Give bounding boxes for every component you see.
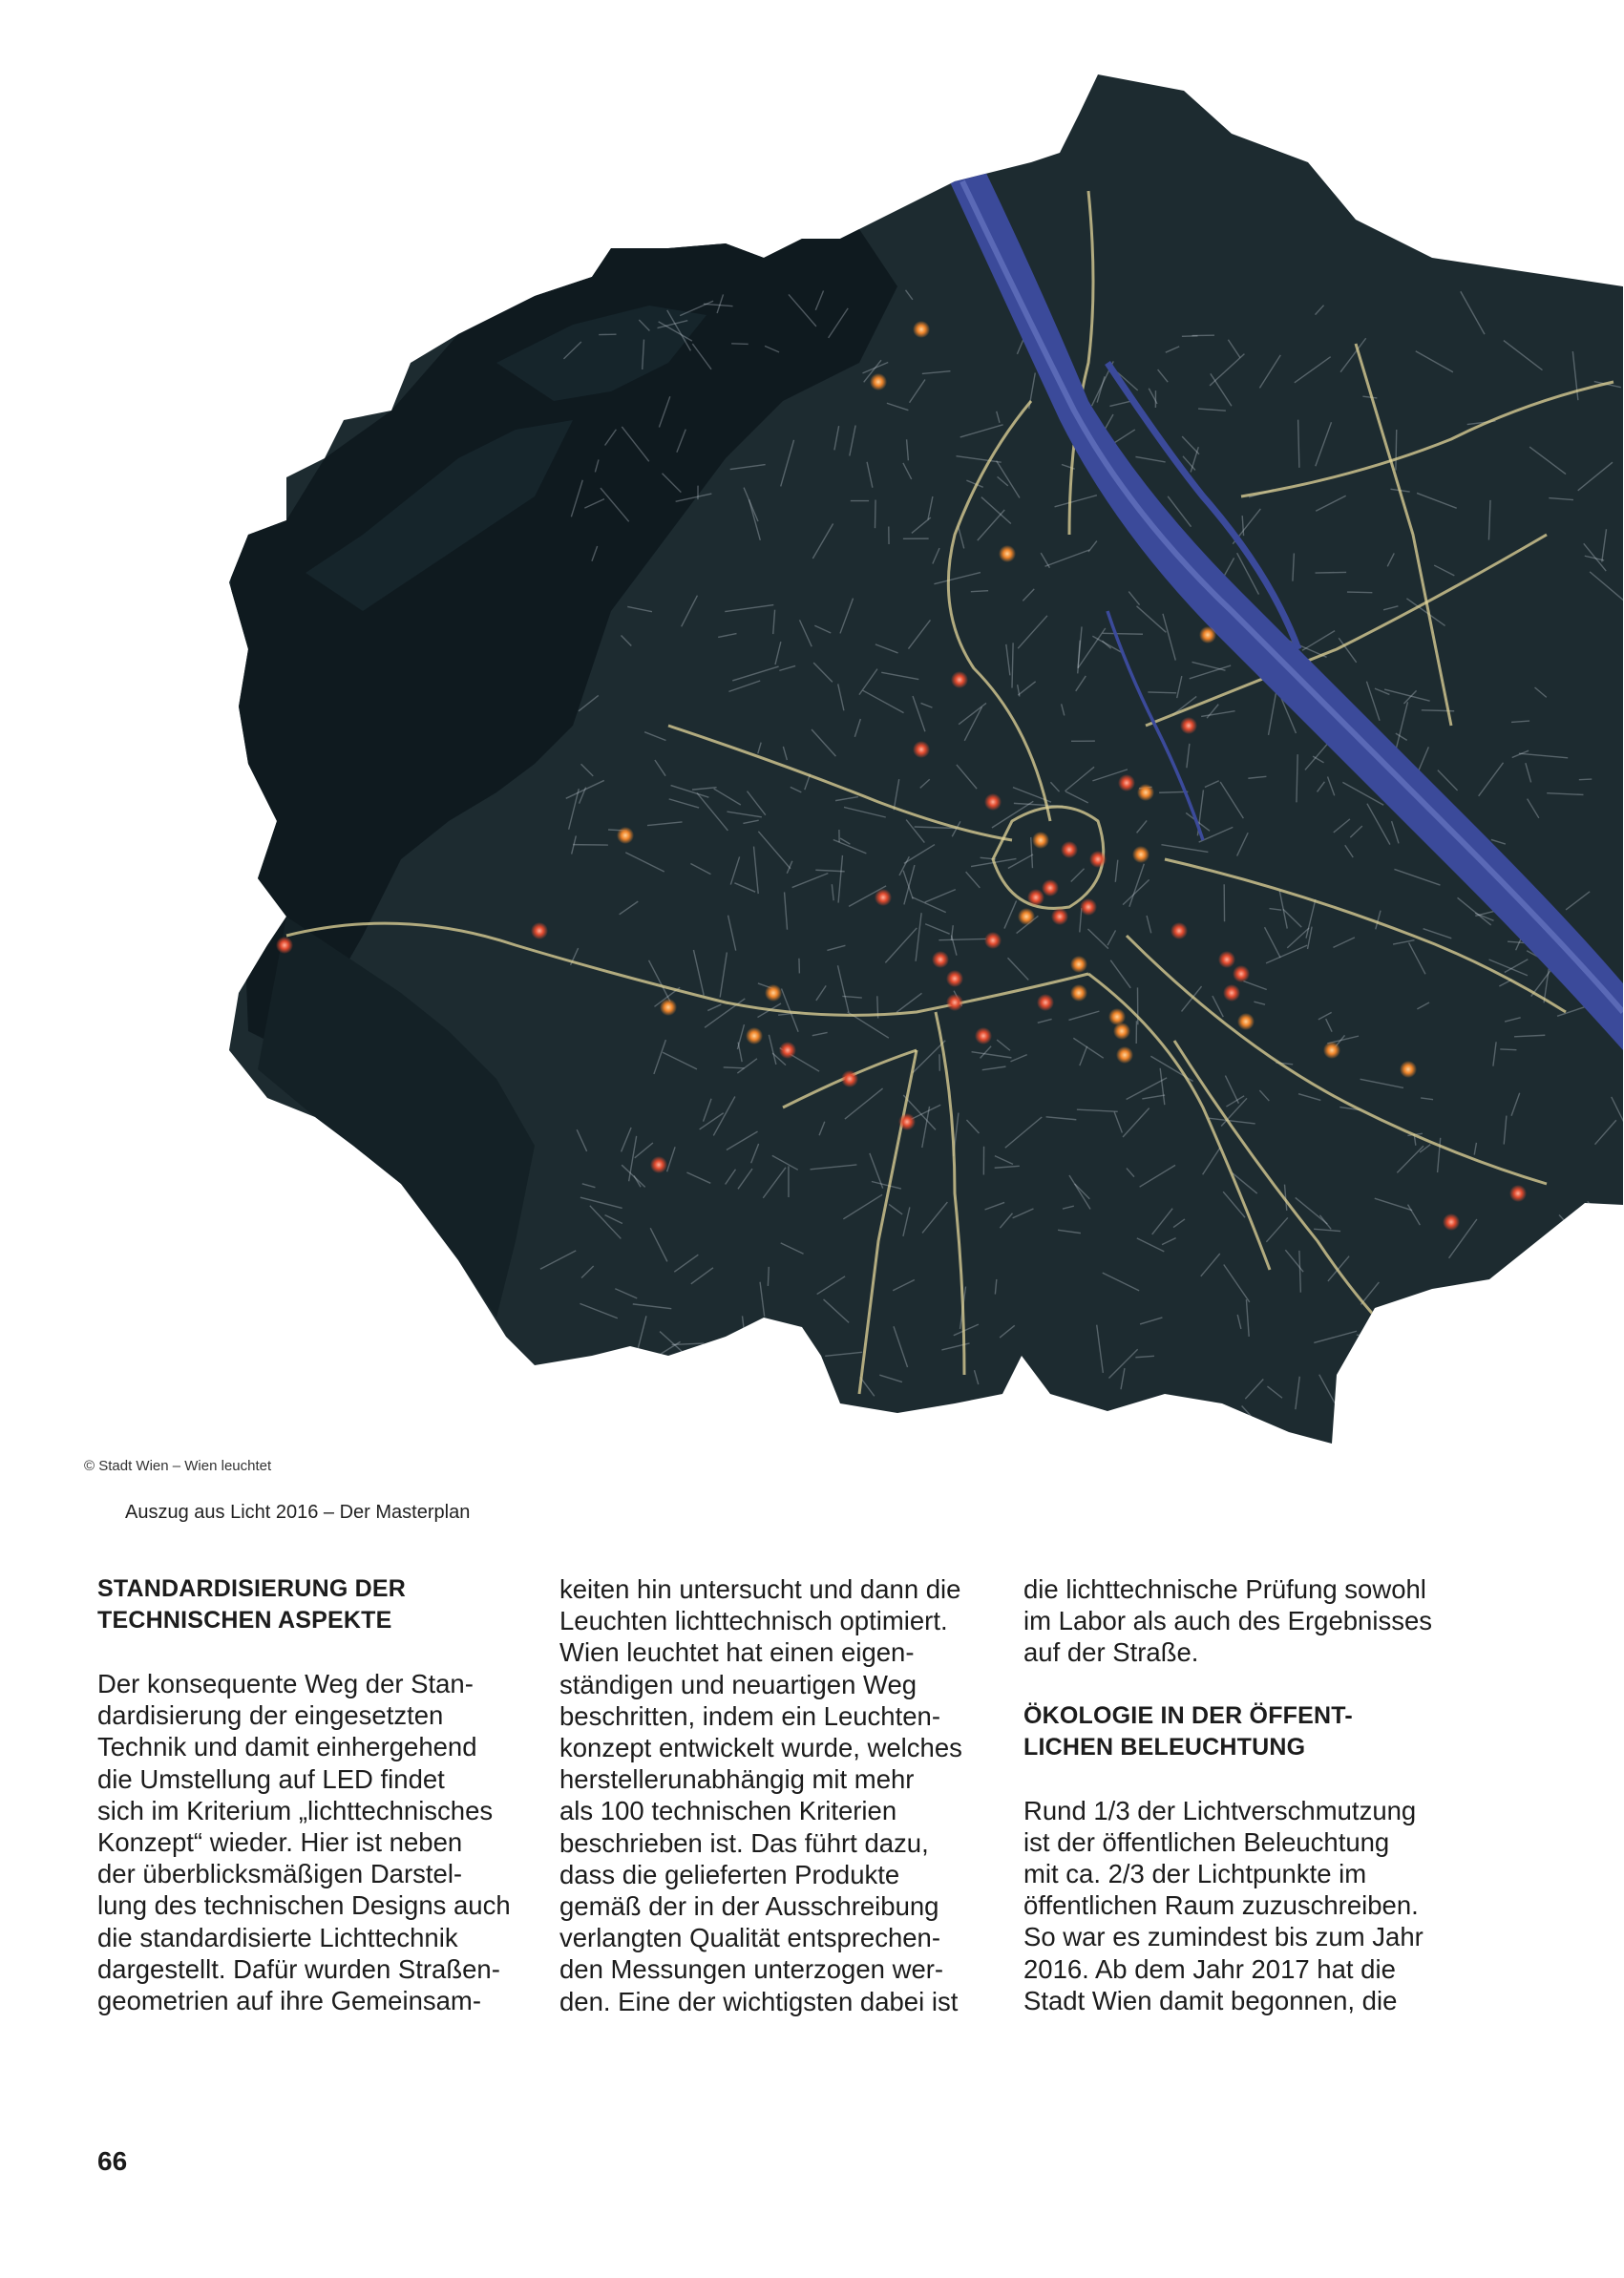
text-column-3	[1023, 1573, 1444, 2016]
light-marker	[1171, 922, 1188, 939]
light-marker	[875, 889, 892, 906]
light-marker	[531, 922, 548, 939]
light-marker	[1137, 784, 1154, 801]
light-marker	[975, 1027, 992, 1044]
road-segment	[1357, 1335, 1386, 1338]
road-segment	[1409, 1385, 1415, 1417]
light-marker	[779, 1042, 796, 1059]
light-marker	[913, 741, 930, 758]
section-heading-standardisierung: STANDARDISIERUNG DER TECHNISCHEN ASPEKTE	[97, 1575, 406, 1634]
light-marker	[660, 999, 677, 1016]
road-segment	[926, 1406, 938, 1436]
light-marker	[1089, 851, 1107, 868]
light-marker	[946, 970, 963, 987]
light-marker	[1509, 1185, 1527, 1202]
light-marker	[1037, 994, 1054, 1011]
light-marker	[999, 545, 1016, 562]
road-segment	[881, 1413, 927, 1431]
road-segment	[1075, 1408, 1111, 1423]
light-marker	[1070, 984, 1087, 1002]
paragraph: die lichttechnische Prüfung sowohl im Labor als auch des Ergebnisses auf der Straße.	[1023, 1574, 1433, 1668]
light-marker	[913, 321, 930, 338]
road-segment	[1396, 430, 1397, 471]
road-segment	[1605, 1366, 1611, 1396]
road-segment	[731, 344, 749, 345]
light-marker	[1199, 626, 1216, 643]
light-marker	[1113, 1023, 1130, 1040]
road-segment	[1500, 1049, 1516, 1050]
light-marker	[1323, 1042, 1340, 1059]
road-segment	[1148, 692, 1176, 693]
light-marker	[1180, 717, 1197, 734]
light-marker	[1223, 984, 1240, 1002]
road-segment	[1103, 633, 1143, 634]
figure-caption: Auszug aus Licht 2016 – Der Masterplan	[125, 1502, 471, 1523]
light-marker	[1070, 956, 1087, 973]
road-segment	[1579, 779, 1592, 780]
text-column-2	[559, 1573, 980, 2017]
light-marker	[1237, 1013, 1255, 1030]
road-segment	[724, 1067, 745, 1068]
road-segment	[735, 1365, 777, 1390]
light-marker	[1027, 889, 1044, 906]
light-marker	[1233, 965, 1250, 982]
light-marker	[276, 937, 293, 954]
light-marker	[1118, 774, 1135, 791]
road-segment	[1444, 1414, 1463, 1429]
light-marker	[746, 1027, 763, 1044]
light-marker	[1218, 951, 1235, 968]
light-marker	[1400, 1061, 1417, 1078]
light-marker	[946, 994, 963, 1011]
road-segment	[768, 1267, 769, 1286]
road-segment	[1316, 572, 1347, 573]
light-marker	[1080, 898, 1097, 916]
light-marker	[870, 373, 887, 390]
paragraph: keiten hin untersucht und dann die Leuchten lichttechnisch optimiert. Wien leuchtet hat einen eigen- ständigen und neuartigen Weg beschritten, indem ein Leuchten- konzept entwickelt wurde, welches herstellerunabhängig mit mehr als 100 technischen Kriterien beschrieben ist. Das führt dazu, dass die gelieferten Produkte gemäß der in der Ausschreibung verlangten Qualität entsprechen- den Messungen unterzogen wer- den. Eine der wichtigsten dabei ist	[559, 1574, 962, 2016]
light-marker	[1042, 879, 1059, 896]
light-marker	[984, 793, 1002, 811]
light-marker	[617, 827, 634, 844]
light-marker	[1443, 1213, 1460, 1231]
light-marker	[898, 1113, 916, 1130]
light-marker	[1032, 832, 1049, 849]
section-heading-oekologie: ÖKOLOGIE IN DER ÖFFENT- LICHEN BELEUCHTUNG	[1023, 1701, 1353, 1761]
road-segment	[1347, 592, 1372, 593]
light-marker	[1116, 1046, 1133, 1064]
road-segment	[893, 1413, 904, 1458]
text-column-1	[97, 1573, 517, 2016]
light-marker	[650, 1156, 667, 1173]
road-segment	[764, 1373, 784, 1401]
paragraph: Rund 1/3 der Lichtverschmutzung ist der öffentlichen Beleuchtung mit ca. 2/3 der Lichtpunkte im öffentlichen Raum zuzuschreiben. So war es zumindest bis zum Jahr 2016. Ab dem Jahr 2017 hat die Stadt Wien damit begonnen, die	[1023, 1795, 1424, 2015]
light-marker	[1051, 908, 1068, 925]
road-segment	[1443, 1296, 1458, 1336]
figure-credit: © Stadt Wien – Wien leuchtet	[84, 1458, 272, 1474]
light-marker	[841, 1070, 858, 1087]
light-marker	[1132, 846, 1149, 863]
paragraph: Der konsequente Weg der Stan- dardisierung der eingesetzten Technik und damit einhergehend die Umstellung auf LED findet sich im Kriterium „lichttechnisches Konzept“ wieder. Hier ist neben der überblicksmäßigen Darstel- lung des technischen Designs auch die standardisierte Lichttechnik dargestellt. Dafür wurden Straßen- geometrien auf ihre Gemeinsam-	[97, 1669, 511, 2016]
road-segment	[971, 591, 988, 592]
page-number: 66	[97, 2146, 128, 2176]
road-segment	[1505, 1400, 1543, 1424]
light-marker	[1061, 841, 1078, 858]
light-marker	[1018, 908, 1035, 925]
light-marker	[984, 932, 1002, 949]
road-segment	[1522, 1260, 1555, 1283]
light-marker	[932, 951, 949, 968]
light-marker	[951, 671, 968, 688]
light-marker	[765, 984, 782, 1002]
